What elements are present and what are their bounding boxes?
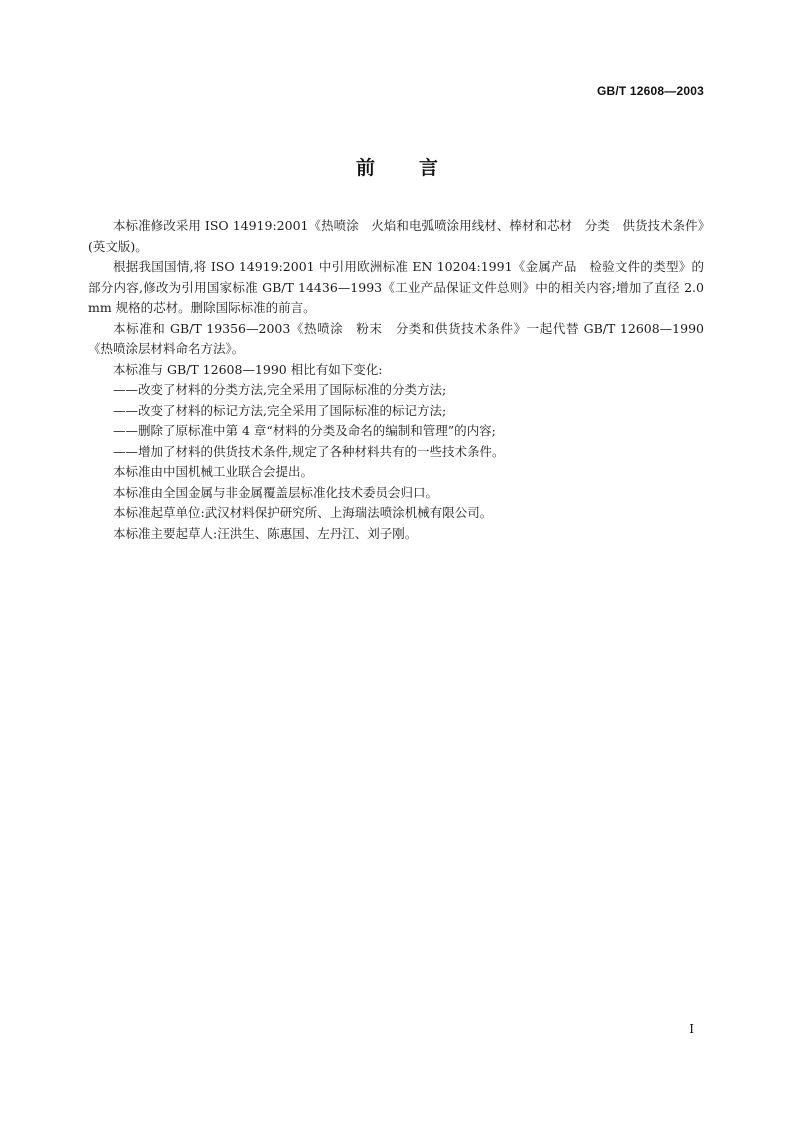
paragraph-replacement: 本标准和 GB/T 19356—2003《热喷涂 粉末 分类和供货技术条件》一起代替 GB/T 12608—1990《热喷涂层材料命名方法》。 (88, 320, 704, 356)
paragraph-drafters: 本标准主要起草人:汪洪生、陈惠国、左丹江、刘子刚。 (113, 525, 418, 541)
change-item-deletion: ——删除了原标准中第 4 章“材料的分类及命名的编制和管理”的内容; (113, 423, 496, 438)
paragraph-drafting-units: 本标准起草单位:武汉材料保护研究所、上海瑞法喷涂机械有限公司。 (113, 505, 493, 520)
paragraph-changes-intro: 本标准与 GB/T 12608—1990 相比有如下变化: (113, 361, 383, 377)
page-title: 前言 (355, 157, 482, 179)
paragraph-modifications: 根据我国国情,将 ISO 14919:2001 中引用欧洲标准 EN 10204:1991《金属产品 检验文件的类型》的部分内容,修改为引用国家标准 GB/T 14436—1993《工业产品保证文件总则》中的相关内容;增加了直径 2.0 mm 规格的芯材。删除国际标准的前言。 (88, 259, 704, 315)
paragraph-centralized-by: 本标准由全国金属与非金属覆盖层标准化技术委员会归口。 (113, 484, 439, 500)
paragraph-adoption: 本标准修改采用 ISO 14919:2001《热喷涂 火焰和电弧喷涂用线材、棒材和芯材 分类 供货技术条件》(英文版)。 (88, 218, 704, 254)
page-number: I (689, 1022, 694, 1036)
change-item-marking: ——改变了材料的标记方法,完全采用了国际标准的标记方法; (113, 402, 447, 418)
foreword-body (88, 216, 704, 544)
paragraph-proposed-by: 本标准由中国机械工业联合会提出。 (113, 464, 314, 479)
standard-code: GB/T 12608—2003 (596, 84, 704, 98)
change-item-supply-conditions: ——增加了材料的供货技术条件,规定了各种材料共有的一些技术条件。 (113, 443, 505, 459)
change-item-classification: ——改变了材料的分类方法,完全采用了国际标准的分类方法; (113, 382, 447, 397)
